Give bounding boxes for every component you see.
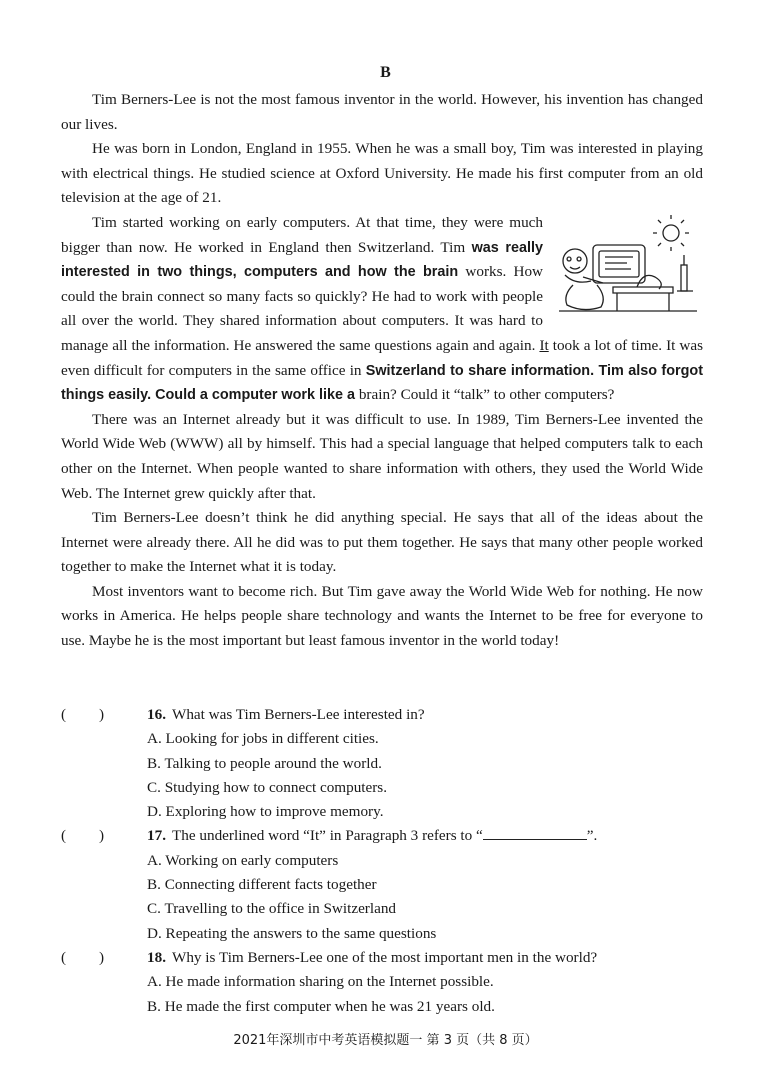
option-b: B. He made the first computer when he was 21 years old. xyxy=(147,997,495,1015)
question-16 xyxy=(61,703,711,727)
option-b: B. Connecting different facts together xyxy=(147,876,377,894)
question-18 xyxy=(61,946,711,970)
option-a: A. He made information sharing on the Internet possible. xyxy=(147,973,494,991)
paragraph-2: He was born in London, England in 1955. When he was a small boy, Tim was interested in playing with electrical things. He studied science at Oxford University. He made his first computer from an old television at the age of 21. xyxy=(61,140,703,207)
question-text: What was Tim Berners-Lee interested in? xyxy=(171,706,425,723)
question-17 xyxy=(61,824,711,848)
question-number: 17. xyxy=(147,827,166,845)
paragraph-3-part-f: brain? Could it “talk” to other computers? xyxy=(355,386,615,404)
question-text: Why is Tim Berners-Lee one of the most important men in the world? xyxy=(171,948,598,966)
questions-section xyxy=(61,703,711,1019)
paragraph-4: There was an Internet already but it was difficult to use. In 1989, Tim Berners-Lee invented the World Wide Web (WWW) all by himself. This had a special language that helped computers talk to each other on the Internet. When people wanted to share information with others, they used the World Wide Web. The Internet grew quickly after that. xyxy=(61,410,703,502)
answer-blank[interactable]: ( ) xyxy=(61,706,105,723)
paragraph-6: Most inventors want to become rich. But Tim gave away the World Wide Web for nothing. He now works in America. He helps people share technology and wants the Internet to be free for everyone to use. Maybe he is the most important but least famous inventor in the world today! xyxy=(61,582,703,650)
fill-blank[interactable] xyxy=(483,825,587,840)
option-c: C. Studying how to connect computers. xyxy=(147,778,388,796)
answer-blank[interactable]: ( ) xyxy=(61,827,105,845)
paragraph-3-bold-part: was really interested in two things, computers and how the brain xyxy=(61,239,543,281)
option-b: B. Talking to people around the world. xyxy=(147,754,382,772)
option-a: A. Looking for jobs in different cities. xyxy=(147,730,379,748)
question-number: 16. xyxy=(147,706,166,723)
paragraph-1: Tim Berners-Lee is not the most famous inventor in the world. However, his invention has changed our lives. xyxy=(61,91,703,133)
paragraph-3-part-a: Tim started working on early computers. At that time, they were much bigger than now. He worked in England then Switzerland. Tim xyxy=(61,213,543,256)
section-heading: B xyxy=(380,64,391,81)
question-text-end: ”. xyxy=(586,827,598,845)
illustration-image xyxy=(553,213,703,325)
underlined-word: It xyxy=(539,336,549,354)
paragraph-3-bold-part-2: Switzerland to share information. Tim also forgot things easily. Could a computer work like a xyxy=(61,362,703,404)
option-c: C. Travelling to the office in Switzerland xyxy=(147,900,397,918)
option-d: D. Repeating the answers to the same questions xyxy=(147,924,437,942)
paragraph-3 xyxy=(61,211,703,408)
page-footer: 2021年深圳市中考英语模拟题一 第 3 页（共 8 页） xyxy=(233,1033,538,1048)
option-a: A. Working on early computers xyxy=(147,851,339,869)
paragraph-3-part-d: took a lot of time. It was even difficult for computers in the same office in xyxy=(61,336,703,379)
paragraph-3-part-c: works. How could the brain connect so many facts so quickly? He had to work with people all over the world. They shared information about computers. It was hard to manage all the information. He answered the same questions again and again. xyxy=(61,263,543,354)
reading-passage xyxy=(61,88,703,654)
question-number: 18. xyxy=(147,948,166,966)
option-d: D. Exploring how to improve memory. xyxy=(147,803,384,821)
question-text: The underlined word “It” in Paragraph 3 refers to “ xyxy=(171,827,483,845)
answer-blank[interactable]: ( ) xyxy=(61,948,105,966)
paragraph-5: Tim Berners-Lee doesn’t think he did anything special. He says that all of the ideas about the Internet were already there. All he did was to put them together. He says that many other people worked together to make the Internet what it is today. xyxy=(61,509,703,576)
